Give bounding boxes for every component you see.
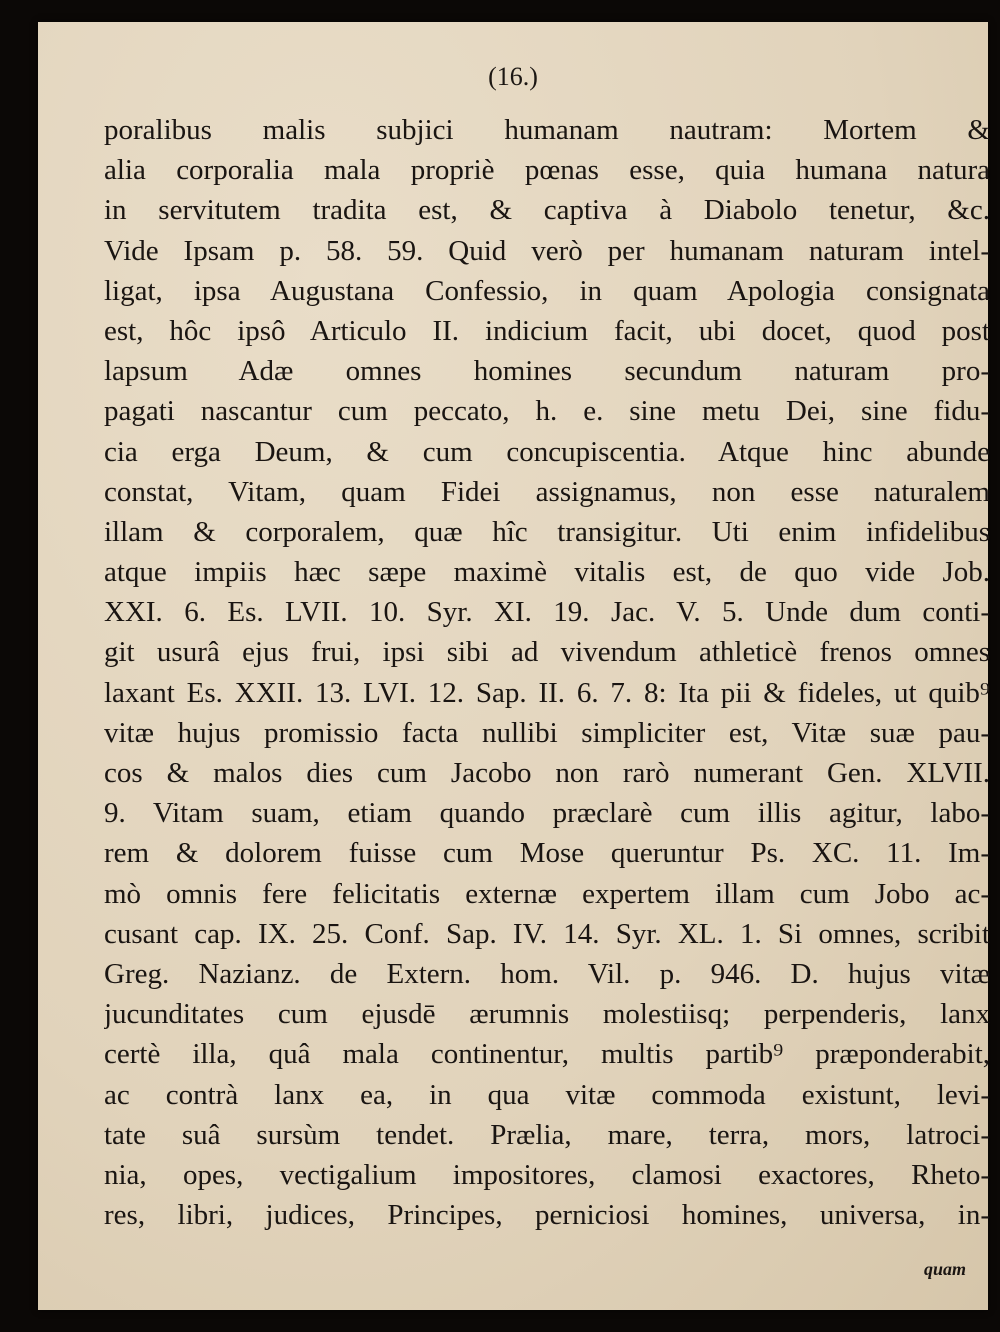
text-line: cusant cap. IX. 25. Conf. Sap. IV. 14. Syr. XL. 1. Si omnes, scribit	[104, 917, 990, 950]
body-text	[104, 110, 990, 1235]
text-line: res, libri, judices, Principes, perniciosi homines, universa, in-	[104, 1199, 990, 1232]
text-line: lapsum Adæ omnes homines secundum naturam pro-	[104, 355, 990, 388]
text-line: mò omnis fere felicitatis externæ expertem illam cum Jobo ac-	[104, 877, 990, 910]
text-line: pagati nascantur cum peccato, h. e. sine metu Dei, sine fidu-	[104, 395, 990, 428]
text-line: alia corporalia mala propriè pœnas esse, quia humana natura	[104, 154, 990, 187]
text-line: cos & malos dies cum Jacobo non rarò numerant Gen. XLVII.	[104, 757, 990, 789]
text-line: nia, opes, vectigalium impositores, clamosi exactores, Rheto-	[104, 1158, 990, 1191]
text-line: atque impiis hæc sæpe maximè vitalis est, de quo vide Job.	[104, 556, 990, 589]
text-line: poralibus malis subjici humanam nautram: Mortem &	[104, 114, 990, 146]
text-line: constat, Vitam, quam Fidei assignamus, non esse naturalem	[104, 475, 990, 508]
text-line: laxant Es. XXII. 13. LVI. 12. Sap. II. 6. 7. 8: Ita pii & fideles, ut quib⁹	[104, 676, 990, 709]
text-line: ligat, ipsa Augustana Confessio, in quam Apologia consignata	[104, 274, 990, 307]
text-line: git usurâ ejus frui, ipsi sibi ad vivendum athleticè frenos omnes	[104, 636, 990, 669]
text-line: XXI. 6. Es. LVII. 10. Syr. XI. 19. Jac. V. 5. Unde dum conti-	[104, 596, 990, 629]
text-line: vitæ hujus promissio facta nullibi simpliciter est, Vitæ suæ pau-	[104, 716, 990, 749]
text-line: cia erga Deum, & cum concupiscentia. Atque hinc abunde	[104, 435, 990, 468]
text-line: tate suâ sursùm tendet. Prælia, mare, terra, mors, latroci-	[104, 1118, 990, 1151]
text-line: Greg. Nazianz. de Extern. hom. Vil. p. 946. D. hujus vitæ	[104, 957, 990, 990]
book-page	[38, 22, 988, 1310]
text-line: 9. Vitam suam, etiam quando præclarè cum illis agitur, labo-	[104, 797, 990, 830]
text-line: est, hôc ipsô Articulo II. indicium facit, ubi docet, quod post	[104, 314, 990, 347]
text-line: in servitutem tradita est, & captiva à Diabolo tenetur, &c.	[104, 194, 990, 227]
text-line: rem & dolorem fuisse cum Mose queruntur Ps. XC. 11. Im-	[104, 837, 990, 870]
text-line: ac contrà lanx ea, in qua vitæ commoda existunt, levi-	[104, 1078, 990, 1111]
text-line: certè illa, quâ mala continentur, multis partib⁹ præponderabit,	[104, 1038, 990, 1071]
catchword: quam	[923, 1259, 966, 1279]
page-number: (16.)	[488, 62, 538, 91]
text-line: jucunditates cum ejusdē ærumnis molestiisq; perpenderis, lanx	[104, 998, 990, 1031]
text-line: illam & corporalem, quæ hîc transigitur. Uti enim infidelibus	[104, 515, 990, 548]
text-line: Vide Ipsam p. 58. 59. Quid verò per humanam naturam intel-	[104, 234, 990, 267]
